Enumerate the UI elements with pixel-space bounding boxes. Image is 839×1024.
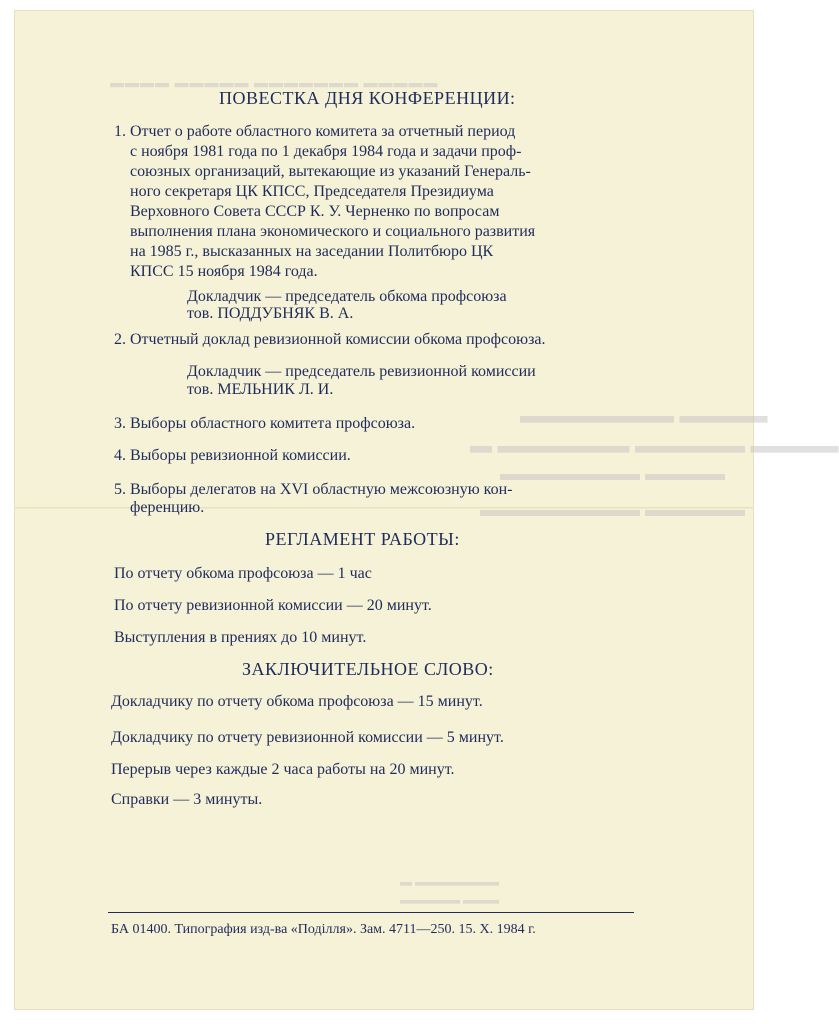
rules-item: Выступления в прениях до 10 минут.	[114, 629, 367, 646]
final-item: Справки — 3 минуты.	[111, 791, 263, 808]
bleed-through-text: ▬▬▬▬ ▬▬▬▬▬ ▬▬▬▬▬▬▬ ▬▬▬▬▬	[110, 79, 439, 94]
imprint-footer: БА 01400. Типография изд-ва «Поділля». Зам. 4711—250. 15. X. 1984 г.	[111, 922, 536, 937]
rules-item: По отчету ревизионной комиссии — 20 минут.	[114, 597, 432, 614]
bleed-through-text: ▬▬▬▬▬▬▬ ▬▬▬▬	[520, 411, 768, 436]
footer-divider	[108, 912, 634, 913]
agenda-item-1-line: выполнения плана экономического и социального развития	[130, 223, 536, 240]
agenda-item-4: 4. Выборы ревизионной комиссии.	[114, 447, 351, 464]
agenda-item-5-line: ференцию.	[130, 499, 205, 516]
agenda-item-3: 3. Выборы областного комитета профсоюза.	[114, 415, 416, 432]
speaker-line: Докладчик — председатель обкома профсоюза	[187, 288, 507, 305]
bleed-through-text: ▬▬▬▬▬ ▬▬▬	[400, 897, 499, 911]
bleed-through-text: ▬▬▬▬▬▬▬▬ ▬▬▬▬▬	[480, 505, 745, 527]
bleed-through-text: ▬ ▬▬▬▬▬▬ ▬▬▬▬▬ ▬▬▬▬	[470, 441, 839, 466]
speaker-name: тов. ПОДДУБНЯК В. А.	[187, 305, 354, 322]
final-item: Перерыв через каждые 2 часа работы на 20 минут.	[111, 761, 455, 778]
bleed-through-text: ▬ ▬▬▬▬▬▬▬	[400, 879, 499, 893]
bleed-through-text: ▬▬▬▬▬▬▬ ▬▬▬▬	[500, 469, 725, 491]
agenda-item-1-line: ного секретаря ЦК КПСС, Председателя Президиума	[130, 183, 494, 200]
agenda-item-1-line: с ноября 1981 года по 1 декабря 1984 года и задачи проф-	[130, 143, 522, 160]
final-item: Докладчику по отчету ревизионной комиссии — 5 минут.	[111, 729, 504, 746]
final-word-heading: ЗАКЛЮЧИТЕЛЬНОЕ СЛОВО:	[242, 659, 494, 679]
agenda-item-1-line: Верховного Совета СССР К. У. Черненко по вопросам	[130, 203, 500, 220]
agenda-item-1-line: союзных организаций, вытекающие из указаний Генераль-	[130, 163, 531, 180]
agenda-item-5-line: 5. Выборы делегатов на XVI областную межсоюзную кон-	[114, 481, 513, 498]
agenda-item-1-line: КПСС 15 ноября 1984 года.	[130, 263, 318, 280]
final-item: Докладчику по отчету обкома профсоюза — 15 минут.	[111, 693, 483, 710]
rules-item: По отчету обкома профсоюза — 1 час	[114, 565, 372, 582]
agenda-item-1-line: на 1985 г., высказанных на заседании Политбюро ЦК	[130, 243, 494, 260]
agenda-item-1-line: 1. Отчет о работе областного комитета за отчетный период	[114, 123, 516, 140]
agenda-heading: ПОВЕСТКА ДНЯ КОНФЕРЕНЦИИ:	[219, 88, 516, 108]
rules-heading: РЕГЛАМЕНТ РАБОТЫ:	[265, 529, 460, 549]
speaker-line: Докладчик — председатель ревизионной комиссии	[187, 363, 536, 380]
agenda-item-2: 2. Отчетный доклад ревизионной комиссии обкома профсоюза.	[114, 331, 546, 348]
speaker-name: тов. МЕЛЬНИК Л. И.	[187, 381, 334, 398]
